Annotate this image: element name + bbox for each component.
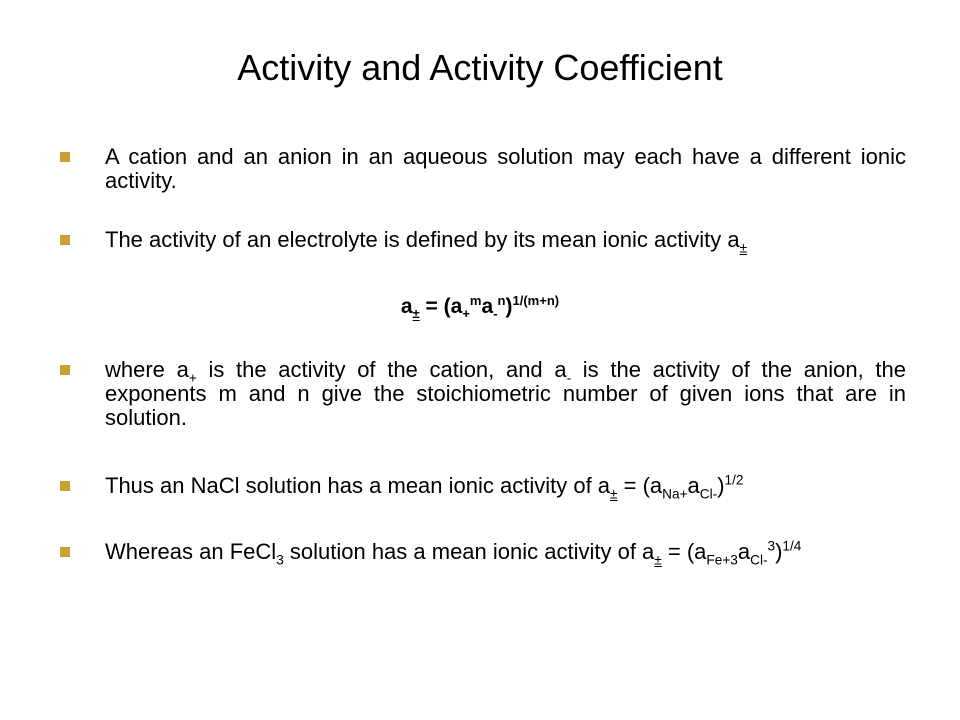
bullet-4-na: Na+ [662, 486, 688, 502]
formula-m: m [469, 293, 482, 308]
bullet-3-part-1: where a [105, 357, 189, 382]
bullet-4-part-2: = (a [617, 473, 663, 498]
square-bullet-icon [60, 365, 70, 375]
formula-eq: = (a [419, 295, 463, 318]
bullet-4-part-4: ) [717, 473, 725, 498]
bullet-3-plus: + [188, 370, 197, 386]
formula-close: ) [505, 295, 513, 318]
formula-n: n [497, 293, 506, 308]
bullet-5-pm: ± [654, 552, 662, 568]
bullet-5-cl: Cl- [750, 552, 768, 568]
square-bullet-icon [60, 547, 70, 557]
bullet-2-text: The activity of an electrolyte is defined by its mean ionic activity a [105, 227, 740, 252]
bullet-5-part-4: a [737, 539, 751, 564]
bullet-5-part-3: = (a [661, 539, 707, 564]
bullet-3-part-2: is the activity of the cation, and a [196, 357, 567, 382]
bullet-text-1: A cation and an anion in an aqueous solution may each have a different ionic activity. [105, 144, 906, 193]
bullet-3-part-3: is the activity of the anion, the exponents m and n give the stoichiometric number of given ions that are in solution. [105, 357, 906, 430]
bullet-5-part-2: solution has a mean ionic activity of a [283, 539, 655, 564]
bullet-5-cl-exponent: 3 [767, 538, 776, 554]
bullet-text-5 [105, 538, 906, 568]
bullet-text-4 [105, 472, 906, 502]
bullet-5-exponent: 1/4 [782, 538, 802, 554]
bullet-4-part-1: Thus an NaCl solution has a mean ionic activity of a [105, 473, 611, 498]
bullet-4-pm: ± [610, 486, 618, 502]
bullet-5-part-5: ) [775, 539, 783, 564]
formula-pm: ± [412, 306, 420, 322]
bullet-5-three: 3 [276, 552, 284, 568]
formula-a: a [400, 295, 413, 318]
formula-a2: a [481, 295, 494, 318]
bullet-4-exponent: 1/2 [724, 472, 744, 488]
bullet-2-pm-subscript: ± [739, 240, 748, 256]
bullet-5-fe: Fe+3 [706, 552, 738, 568]
formula-plus: + [462, 306, 470, 322]
bullet-4-part-3: a [687, 473, 700, 498]
bullet-3-minus: - [566, 370, 572, 386]
square-bullet-icon [60, 481, 70, 491]
square-bullet-icon [60, 152, 70, 162]
square-bullet-icon [60, 235, 70, 245]
bullet-4-cl: Cl- [699, 486, 718, 502]
mean-ionic-activity-formula [0, 294, 960, 320]
bullet-text-2 [105, 227, 906, 256]
formula-minus: - [493, 306, 498, 322]
bullet-text-3 [105, 358, 906, 430]
formula-exponent: 1/(m+n) [512, 293, 560, 308]
bullet-5-part-1: Whereas an FeCl [105, 539, 277, 564]
slide-title: Activity and Activity Coefficient [237, 47, 723, 88]
